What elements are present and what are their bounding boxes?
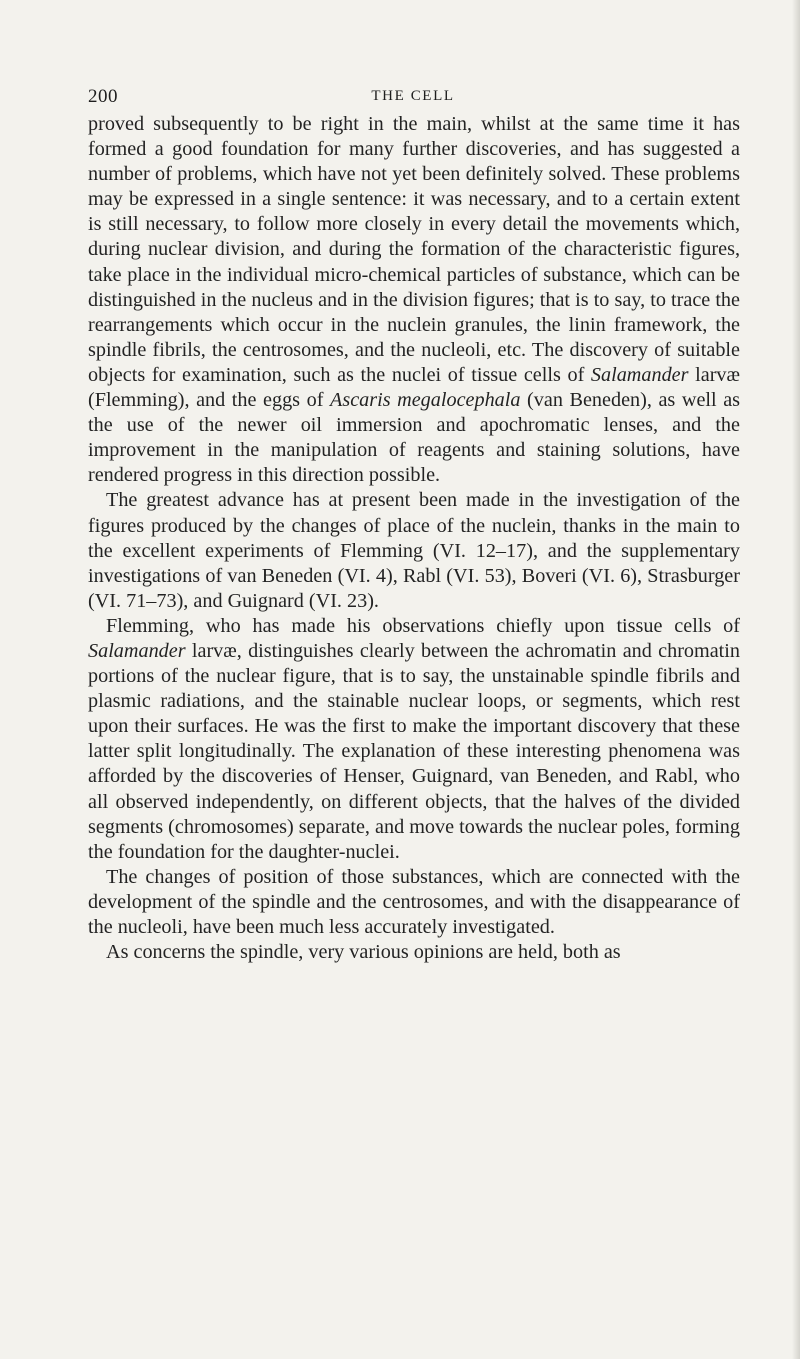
- page-header: [88, 86, 738, 110]
- text-segment: proved subsequently to be right in the main, whilst at the same time it has formed a good foundation for many further discoveries, and has suggested a number of problems, which have not yet been definitely solved. These problems may be expressed in a single sentence: it was necessary, and to a certain extent is still necessary, to follow more closely in every detail the movements which, during nuclear division, and during the formation of the characteristic figures, take place in the individual micro-chemical particles of substance, which can be distinguished in the nucleus and in the division figures; that is to say, to trace the rearrangements which occur in the nuclein granules, the linin framework, the spindle fibrils, the centrosomes, and the nucleoli, etc. The discovery of suitable objects for examination, such as the nuclei of tissue cells of: [88, 113, 740, 386]
- text-segment: larvæ (Flemming), and the eggs of: [88, 363, 740, 412]
- paragraph-2: [88, 488, 740, 613]
- body-text: [88, 112, 740, 965]
- italic-term: Salamander: [590, 363, 689, 386]
- text-segment: The changes of position of those substances, which are connected with the development of the spindle and the centrosomes, and with the disappearance of the nucleoli, have been much less accurately investigated.: [88, 865, 740, 938]
- paragraph-3: [88, 614, 740, 865]
- italic-term: Salamander: [88, 639, 186, 662]
- running-title: THE CELL: [371, 88, 455, 104]
- text-segment: (van Beneden), as well as the use of the newer oil immersion and apochromatic lenses, and the improvement in the manipulation of reagents and staining solutions, have rendered progress in this direction possible.: [88, 389, 741, 487]
- paragraph-5: [88, 940, 740, 965]
- text-segment: larvæ, distinguishes clearly between the achromatin and chromatin portions of the nuclear figure, that is to say, the unstainable spindle fibrils and plasmic radiations, and the stainable nuclear loops, or segments, which rest upon their surfaces. He was the first to make the important discovery that these latter split longitudinally. The explanation of these interesting phenomena was afforded by the discoveries of Henser, Guignard, van Beneden, and Rabl, who all observed independently, on different objects, that the halves of the divided segments (chromosomes) separate, and move towards the nuclear poles, forming the foundation for the daughter-nuclei.: [88, 639, 740, 863]
- paragraph-1: [88, 112, 740, 488]
- italic-term: Ascaris megalocephala: [330, 389, 521, 412]
- text-segment: The greatest advance has at present been made in the investigation of the figures produced by the changes of place of the nuclein, thanks in the main to the excellent experiments of Flemming (VI. 12–17), and the supplementary investigations of van Beneden (VI. 4), Rabl (VI. 53), Boveri (VI. 6), Strasburger (VI. 71–73), and Guignard (VI. 23).: [88, 489, 740, 612]
- page-number: 200: [88, 86, 118, 107]
- paragraph-4: [88, 865, 740, 940]
- page-edge-shadow: [792, 0, 800, 1359]
- text-segment: Flemming, who has made his observations chiefly upon tissue cells of: [106, 614, 740, 637]
- text-segment: As concerns the spindle, very various opinions are held, both as: [106, 941, 621, 964]
